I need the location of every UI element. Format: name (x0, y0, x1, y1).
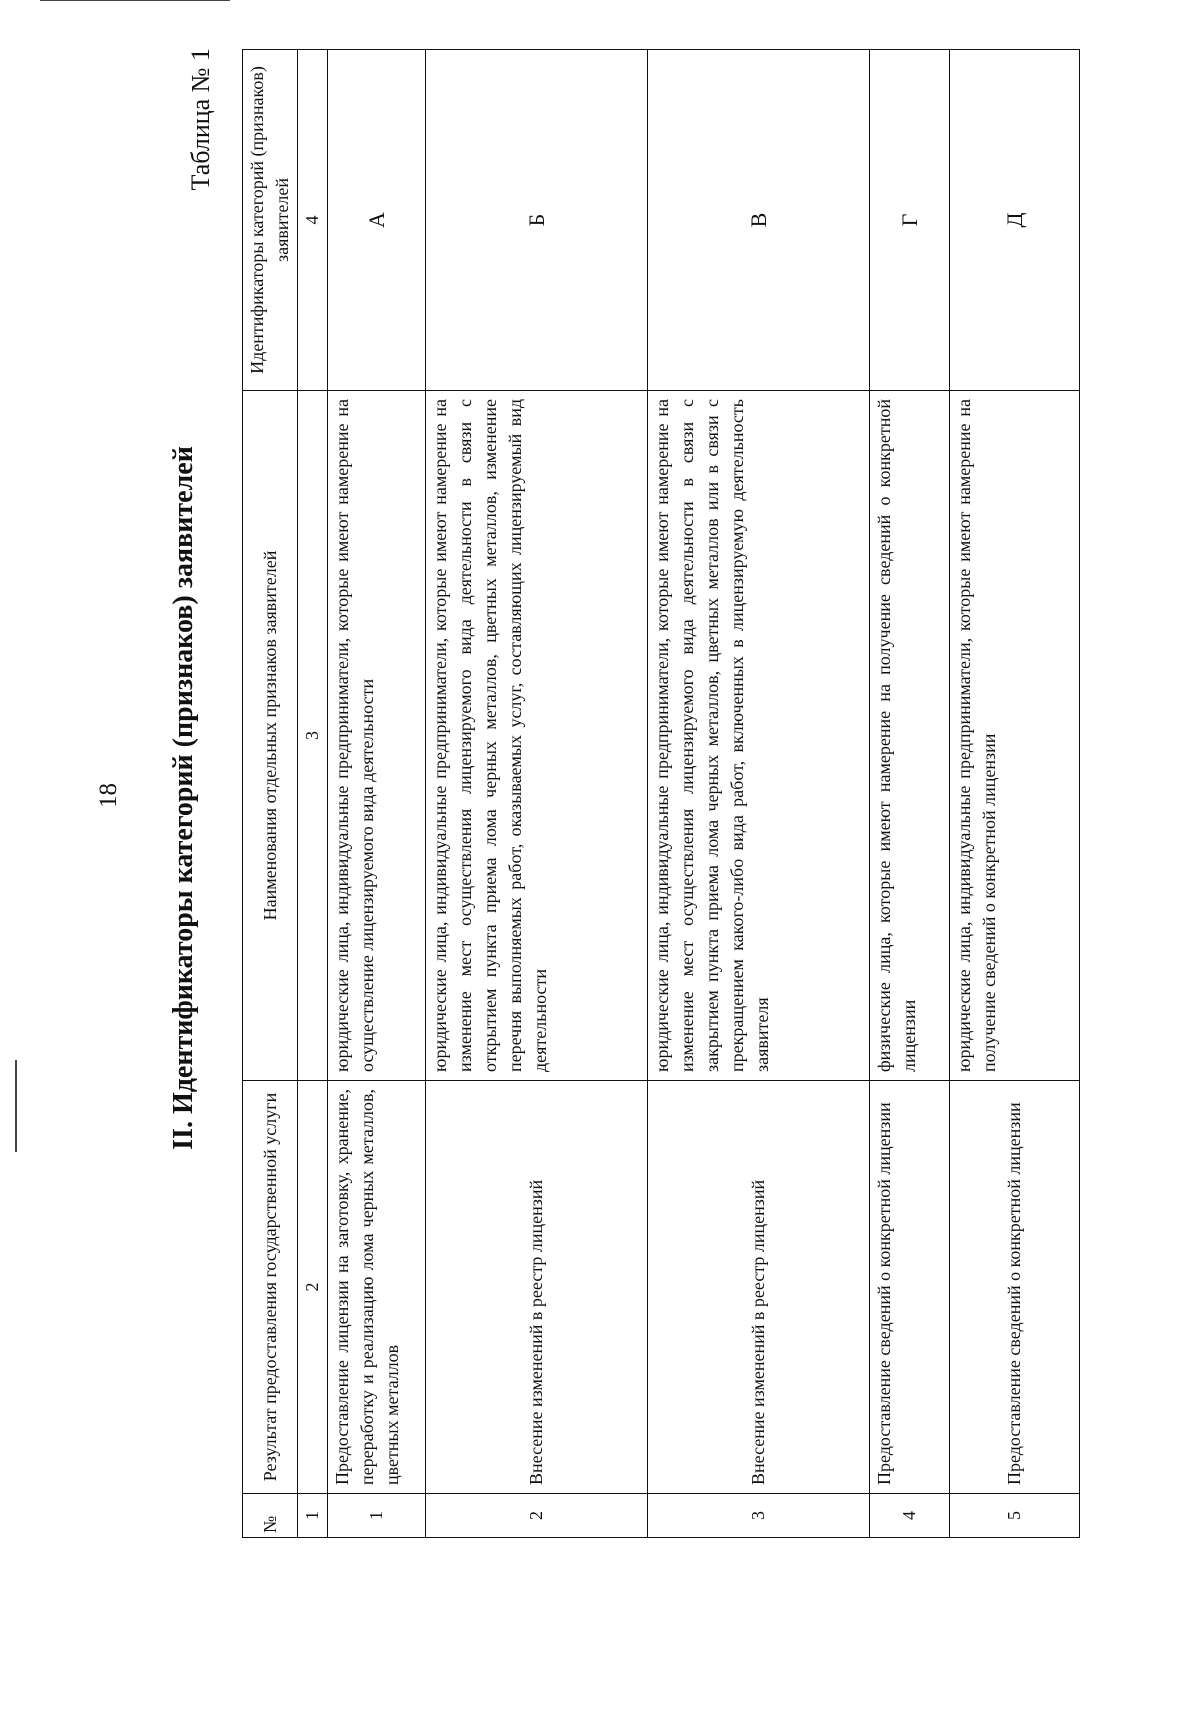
header-cell: Наименования отдельных признаков заявителей (243, 391, 298, 1081)
table-caption: Таблица № 1 (186, 48, 215, 191)
page-number: 18 (95, 783, 122, 808)
column-number: 3 (298, 391, 328, 1081)
table-row (950, 50, 1080, 1538)
scan-artifact-line (40, 0, 230, 1)
category-identifier: Г (870, 50, 950, 391)
service-result: Внесение изменений в реестр лицензий (426, 1081, 648, 1494)
scan-artifact-line (15, 1060, 17, 1152)
column-number: 2 (298, 1081, 328, 1494)
column-number: 4 (298, 50, 328, 391)
column-number: 1 (298, 1494, 328, 1538)
applicant-attributes: юридические лица, индивидуальные предприниматели, которые имеют намерение на получение сведений о конкретной лицензии (950, 391, 1080, 1081)
table-header-row (243, 50, 298, 1538)
row-number: 4 (870, 1494, 950, 1538)
table-row (870, 50, 950, 1538)
column-number-row (298, 50, 328, 1538)
service-result: Внесение изменений в реестр лицензий (648, 1081, 870, 1494)
header-cell: № (243, 1494, 298, 1538)
applicant-categories-table (242, 49, 1080, 1538)
table-row (648, 50, 870, 1538)
service-result: Предоставление сведений о конкретной лицензии (950, 1081, 1080, 1494)
applicant-attributes: юридические лица, индивидуальные предприниматели, которые имеют намерение на осуществление лицензируемого вида деятельности (328, 391, 426, 1081)
row-number: 5 (950, 1494, 1080, 1538)
rotated-document (168, 38, 1128, 1558)
applicant-attributes: юридические лица, индивидуальные предприниматели, которые имеют намерение на изменение мест осуществления лицензируемого вида деятельности в связи с открытием пункта приема лома черных металлов, цветных металлов, изменение перечня выполняемых работ, оказываемых услуг, составляющих лицензируемый вид деятельности (426, 391, 648, 1081)
service-result: Предоставление сведений о конкретной лицензии (870, 1081, 950, 1494)
service-result: Предоставление лицензии на заготовку, хранение, переработку и реализацию лома черных металлов, цветных металлов (328, 1081, 426, 1494)
document-title: II. Идентификаторы категорий (признаков) заявителей (168, 446, 199, 1150)
header-cell: Идентификаторы категорий (признаков) заявителей (243, 50, 298, 391)
category-identifier: А (328, 50, 426, 391)
category-identifier: Б (426, 50, 648, 391)
table-row (328, 50, 426, 1538)
table-row (426, 50, 648, 1538)
applicant-attributes: физические лица, которые имеют намерение на получение сведений о конкретной лицензии (870, 391, 950, 1081)
row-number: 2 (426, 1494, 648, 1538)
row-number: 1 (328, 1494, 426, 1538)
category-identifier: В (648, 50, 870, 391)
header-cell: Результат предоставления государственной услуги (243, 1081, 298, 1494)
applicant-attributes: юридические лица, индивидуальные предприниматели, которые имеют намерение на изменение мест осуществления лицензируемого вида деятельности в связи с закрытием пункта приема лома черных металлов, цветных металлов или в связи с прекращением какого-либо вида работ, включенных в лицензируемую деятельность заявителя (648, 391, 870, 1081)
row-number: 3 (648, 1494, 870, 1538)
category-identifier: Д (950, 50, 1080, 391)
